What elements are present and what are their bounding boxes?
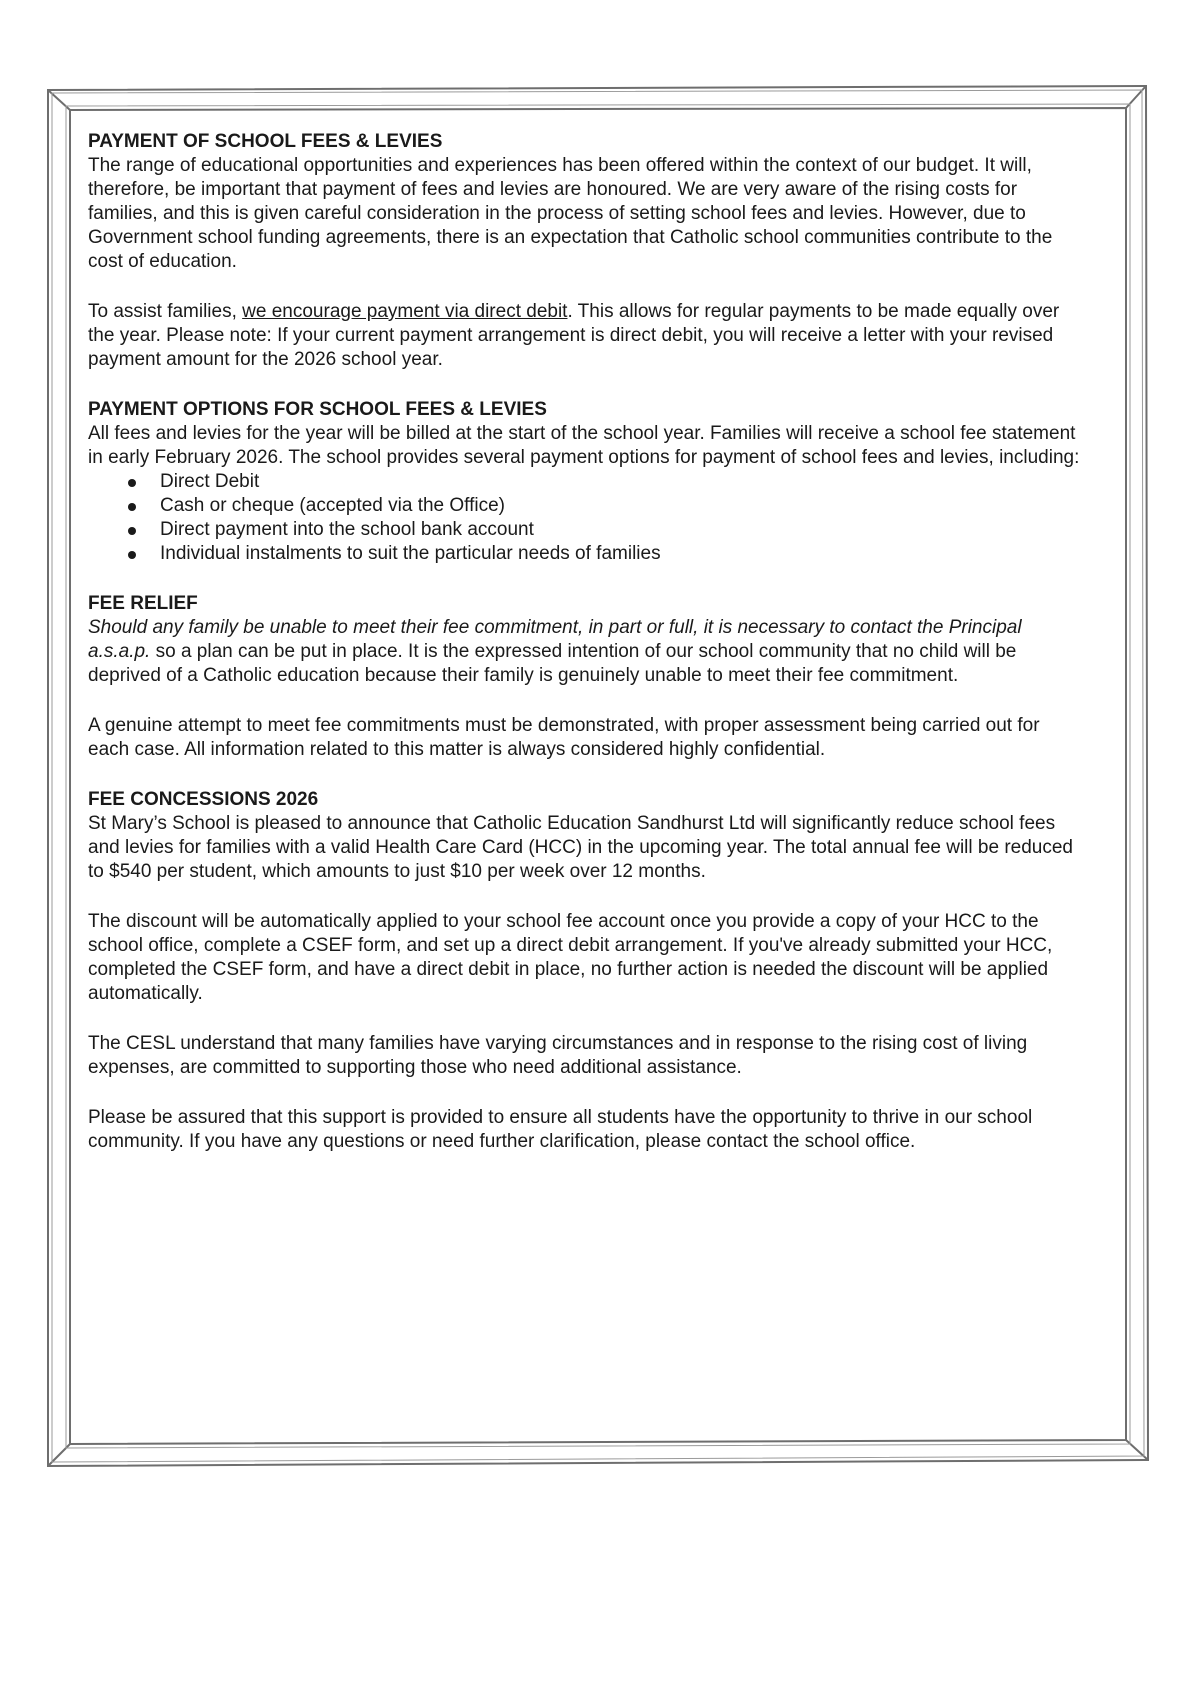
fee-concessions-paragraph-3: The CESL understand that many families have varying circumstances and in response to the rising cost of living expenses, are committed to supporting those who need additional assistance. xyxy=(88,1033,1028,1078)
bullet-icon xyxy=(128,551,136,559)
bullet-icon xyxy=(128,527,136,535)
payment-paragraph: The range of educational opportunities and experiences has been offered within the context of our budget. It will, therefore, be important that payment of fees and levies are honoured. We are very aware of the rising costs for families, and this is given careful consideration in the process of setting school fees and levies. However, due to Government school funding agreements, there is an expectation that Catholic school communities contribute to the cost of education. xyxy=(88,155,1053,272)
direct-debit-text-start: To assist families, xyxy=(88,301,243,322)
list-item-text: Direct Debit xyxy=(160,471,260,492)
fee-relief-text: so a plan can be put in place. It is the expressed intention of our school community that no child will be deprived of a Catholic education because their family is genuinely unable to meet their fee commitment. xyxy=(88,641,1017,686)
fee-relief-paragraph-2: A genuine attempt to meet fee commitments must be demonstrated, with proper assessment being carried out for each case. All information related to this matter is always considered highly confidential. xyxy=(88,715,1040,760)
list-item xyxy=(128,470,1083,494)
payment-options-paragraph: All fees and levies for the year will be billed at the start of the school year. Families will receive a school fee statement in early February 2026. The school provides several payment options for payment of school fees and levies, including: xyxy=(88,423,1080,468)
payment-section xyxy=(88,130,1083,372)
fee-concessions-paragraph-4: Please be assured that this support is provided to ensure all students have the opportunity to thrive in our school community. If you have any questions or need further clarification, please contact the school office. xyxy=(88,1107,1033,1152)
list-item xyxy=(128,494,1083,518)
document-body xyxy=(88,130,1083,1180)
direct-debit-paragraph xyxy=(88,300,1083,372)
payment-options-list xyxy=(88,470,1083,566)
list-item-text: Direct payment into the school bank account xyxy=(160,519,534,540)
fee-concessions-paragraph-1: St Mary’s School is pleased to announce that Catholic Education Sandhurst Ltd will significantly reduce school fees and levies for families with a valid Health Care Card (HCC) in the upcoming year. The total annual fee will be reduced to $540 per student, which amounts to just $10 per week over 12 months. xyxy=(88,813,1073,882)
direct-debit-emphasis: we encourage payment via direct debit xyxy=(242,301,568,322)
payment-options-section xyxy=(88,398,1083,566)
fee-relief-heading: FEE RELIEF xyxy=(88,593,198,614)
fee-relief-paragraph xyxy=(88,616,1083,688)
direct-debit-text-end: . This allows for regular payments to be made equally over the year. Please note: If your current payment arrangement is direct debit, you will receive a letter with your revised payment amount for the 2026 school year. xyxy=(88,301,1060,370)
list-item-text: Individual instalments to suit the particular needs of families xyxy=(160,543,661,564)
fee-concessions-heading: FEE CONCESSIONS 2026 xyxy=(88,789,319,810)
payment-heading: PAYMENT OF SCHOOL FEES & LEVIES xyxy=(88,131,443,152)
fee-relief-italic-text: Should any family be unable to meet their fee commitment, in part or full, it is necessary to contact the Principal a.s.a.p. xyxy=(88,617,1022,662)
payment-options-heading: PAYMENT OPTIONS FOR SCHOOL FEES & LEVIES xyxy=(88,399,547,420)
list-item xyxy=(128,542,1083,566)
bullet-icon xyxy=(128,503,136,511)
fee-relief-section xyxy=(88,592,1083,762)
fee-concessions-paragraph-2: The discount will be automatically applied to your school fee account once you provide a copy of your HCC to the school office, complete a CSEF form, and set up a direct debit arrangement. If you've already submitted your HCC, completed the CSEF form, and have a direct debit in place, no further action is needed the discount will be applied automatically. xyxy=(88,911,1053,1004)
list-item xyxy=(128,518,1083,542)
list-item-text: Cash or cheque (accepted via the Office) xyxy=(160,495,506,516)
fee-concessions-section xyxy=(88,788,1083,1154)
bullet-icon xyxy=(128,479,136,487)
